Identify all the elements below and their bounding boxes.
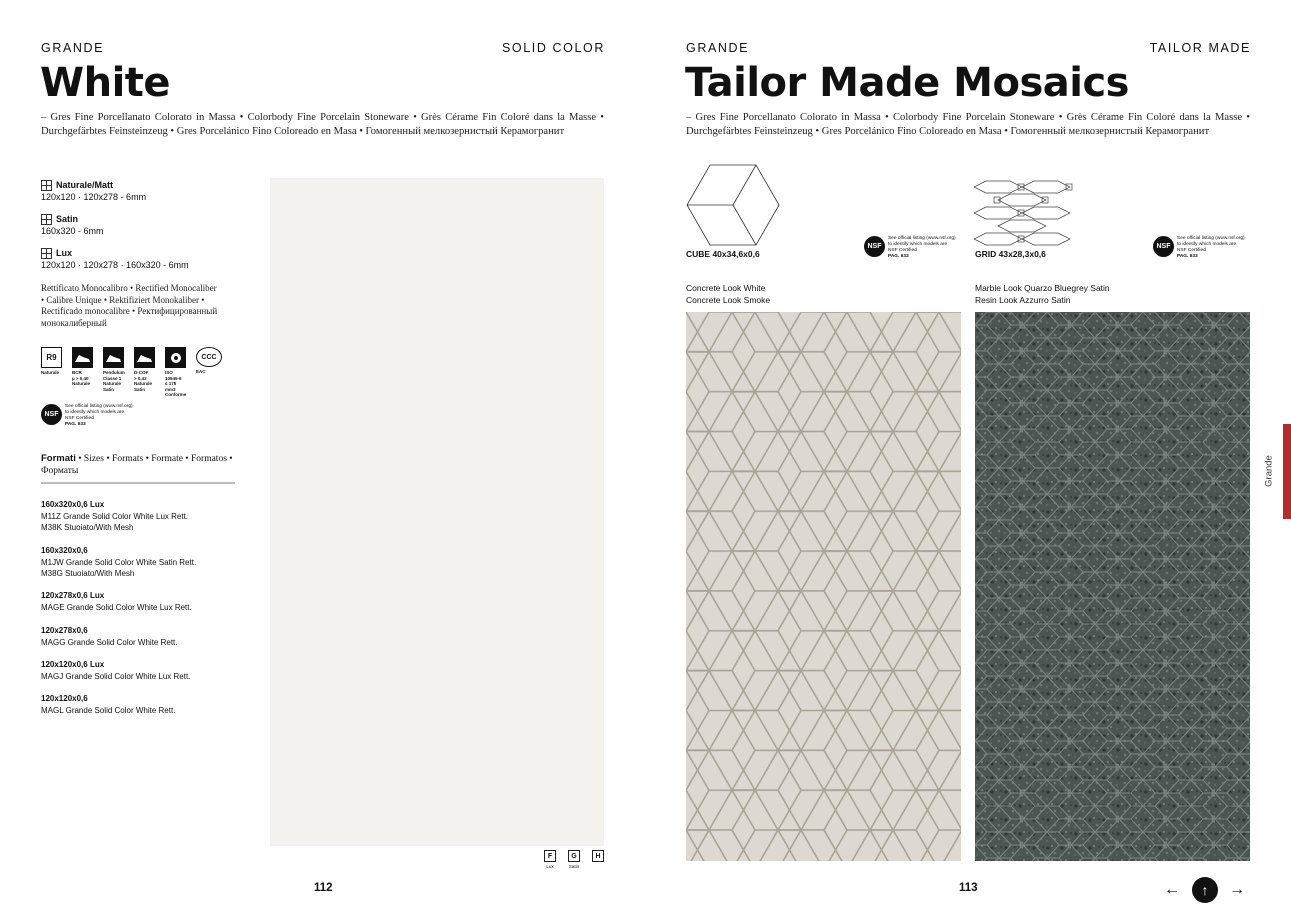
tech-bcr	[72, 347, 94, 387]
nsf-text: See official listing (www.nsf.org) to identify which models are NSF Certified PAG. 633	[888, 236, 956, 259]
nsf-text: See official listing (www.nsf.org) to identify which models are NSF Certified PAG. 633	[65, 404, 133, 427]
tech-caption: Naturale	[41, 370, 60, 375]
tech-caption: ISO 10545-6 ≤ 175 mm3 Conforme	[165, 370, 187, 397]
cube-mosaic-image	[686, 312, 961, 861]
arrow-up-icon[interactable]: ↑	[1192, 877, 1218, 903]
page-subtitle: – Gres Fine Porcellanato Colorato in Massa • Colorbody Fine Porcelain Stoneware • Grès Cérame Fin Coloré dans la Masse • Durchgefärbtes Feinsteinzeug • Gres Porcelánico Fino Coloreado en Masa • Гомогенный мелкозернистый Керамогранит	[41, 112, 604, 137]
product-item: 160x320x0,6 M1JW Grande Solid Color White Satin Rett. M38G Stuoiato/With Mesh	[41, 546, 197, 578]
white-tile-swatch	[270, 178, 604, 846]
legend-g: G Satin	[568, 850, 580, 869]
grid-label: GRID 43x28,3x0,6	[975, 249, 1046, 259]
tech-cert	[196, 347, 226, 375]
page-title: White	[40, 60, 171, 106]
r9-icon: R9	[41, 347, 62, 368]
tech-caption: BCR µ > 0,40 Naturale	[72, 370, 91, 386]
nsf-notice	[41, 404, 133, 428]
product-item: 120x120x0,6 Lux MAGJ Grande Solid Color White Lux Rett.	[41, 660, 191, 681]
legend-f: F Lux	[544, 850, 556, 869]
finish-icon	[41, 180, 52, 191]
nsf-text: See official listing (www.nsf.org) to identify which models are NSF Certified PAG. 633	[1177, 236, 1245, 259]
finish-name: Lux	[56, 248, 73, 258]
formats-heading: Formati • Sizes • Formats • Formate • Formatos • Форматы	[41, 453, 235, 484]
page-title: Tailor Made Mosaics	[685, 60, 1129, 106]
nsf-notice	[1153, 236, 1245, 260]
nsf-notice	[864, 236, 956, 260]
shoe-slip-icon	[72, 347, 93, 368]
arrow-left-icon[interactable]: ←	[1164, 881, 1180, 898]
rectified-text: Rettificato Monocalibro • Rectified Monocaliber • Calibre Unique • Rektifiziert Monokaliber • Rectificado monocalibre • Ректифицированный монокалиберный	[41, 283, 218, 328]
dcof-icon	[134, 347, 155, 368]
arrow-right-icon[interactable]: →	[1229, 881, 1245, 898]
finish-sizes: 160x320 - 6mm	[41, 226, 104, 236]
product-item: 120x278x0,6 MAGG Grande Solid Color White Rett.	[41, 626, 178, 647]
tech-dcof	[134, 347, 156, 392]
page-number: 113	[959, 882, 978, 894]
product-item: 120x278x0,6 Lux MAGE Grande Solid Color White Lux Rett.	[41, 591, 192, 612]
product-item: 160x320x0,6 Lux M11Z Grande Solid Color White Lux Rett. M38K Stuoiato/With Mesh	[41, 500, 189, 532]
category-label: TAILOR MADE	[1149, 41, 1251, 55]
tech-caption: Pendulum Classe 1 Naturale Satin	[103, 370, 125, 392]
grid-shape-drawing	[974, 180, 1076, 251]
tech-r9	[41, 347, 63, 376]
cube-caption: Concrete Look White Concrete Look Smoke	[686, 283, 771, 305]
pendulum-icon	[103, 347, 124, 368]
tech-iso	[165, 347, 187, 398]
legend-h: H	[592, 850, 604, 869]
page-number: 112	[314, 882, 333, 894]
tech-caption: EAC	[196, 369, 206, 374]
finish-sizes: 120x120 · 120x278 · 160x320 - 6mm	[41, 260, 189, 270]
page-subtitle: – Gres Fine Porcellanato Colorato in Massa • Colorbody Fine Porcelain Stoneware • Grès Cérame Fin Coloré dans la Masse • Durchgefärbtes Feinsteinzeug • Gres Porcelánico Fino Coloreado en Masa • Гомогенный мелкозернистый Керамогранит	[686, 112, 1250, 137]
right-page	[646, 0, 1291, 920]
nsf-icon: NSF	[864, 236, 885, 257]
finish-icon	[41, 248, 52, 259]
section-tab-label[interactable]: Grande	[1263, 455, 1275, 487]
product-item: 120x120x0,6 MAGL Grande Solid Color White Rett.	[41, 694, 176, 715]
brand-label: GRANDE	[41, 41, 105, 55]
finish-lux	[41, 247, 189, 271]
finish-name: Satin	[56, 214, 79, 224]
brand-label: GRANDE	[686, 41, 750, 55]
finish-sizes: 120x120 · 120x278 - 6mm	[41, 192, 147, 202]
finish-naturale	[41, 179, 146, 203]
finish-icon	[41, 214, 52, 225]
finish-legend	[544, 850, 604, 869]
finish-satin	[41, 213, 104, 237]
category-label: SOLID COLOR	[501, 41, 605, 55]
certification-icon: ССС	[196, 347, 222, 367]
nsf-icon: NSF	[1153, 236, 1174, 257]
finish-name: Naturale/Matt	[56, 180, 114, 190]
tech-pendulum	[103, 347, 125, 392]
nsf-icon: NSF	[41, 404, 62, 425]
left-page	[0, 0, 645, 920]
technical-icons	[41, 347, 226, 398]
section-tab-marker[interactable]	[1283, 424, 1291, 519]
cube-shape-drawing	[686, 163, 780, 252]
cube-label: CUBE 40x34,6x0,6	[686, 249, 760, 259]
grid-caption: Marble Look Quarzo Bluegrey Satin Resin Look Azzurro Satin	[975, 283, 1110, 305]
abrasion-icon	[165, 347, 186, 368]
grid-mosaic-image	[975, 312, 1250, 861]
tech-caption: D-COF > 0,42 Naturale Satin	[134, 370, 153, 392]
